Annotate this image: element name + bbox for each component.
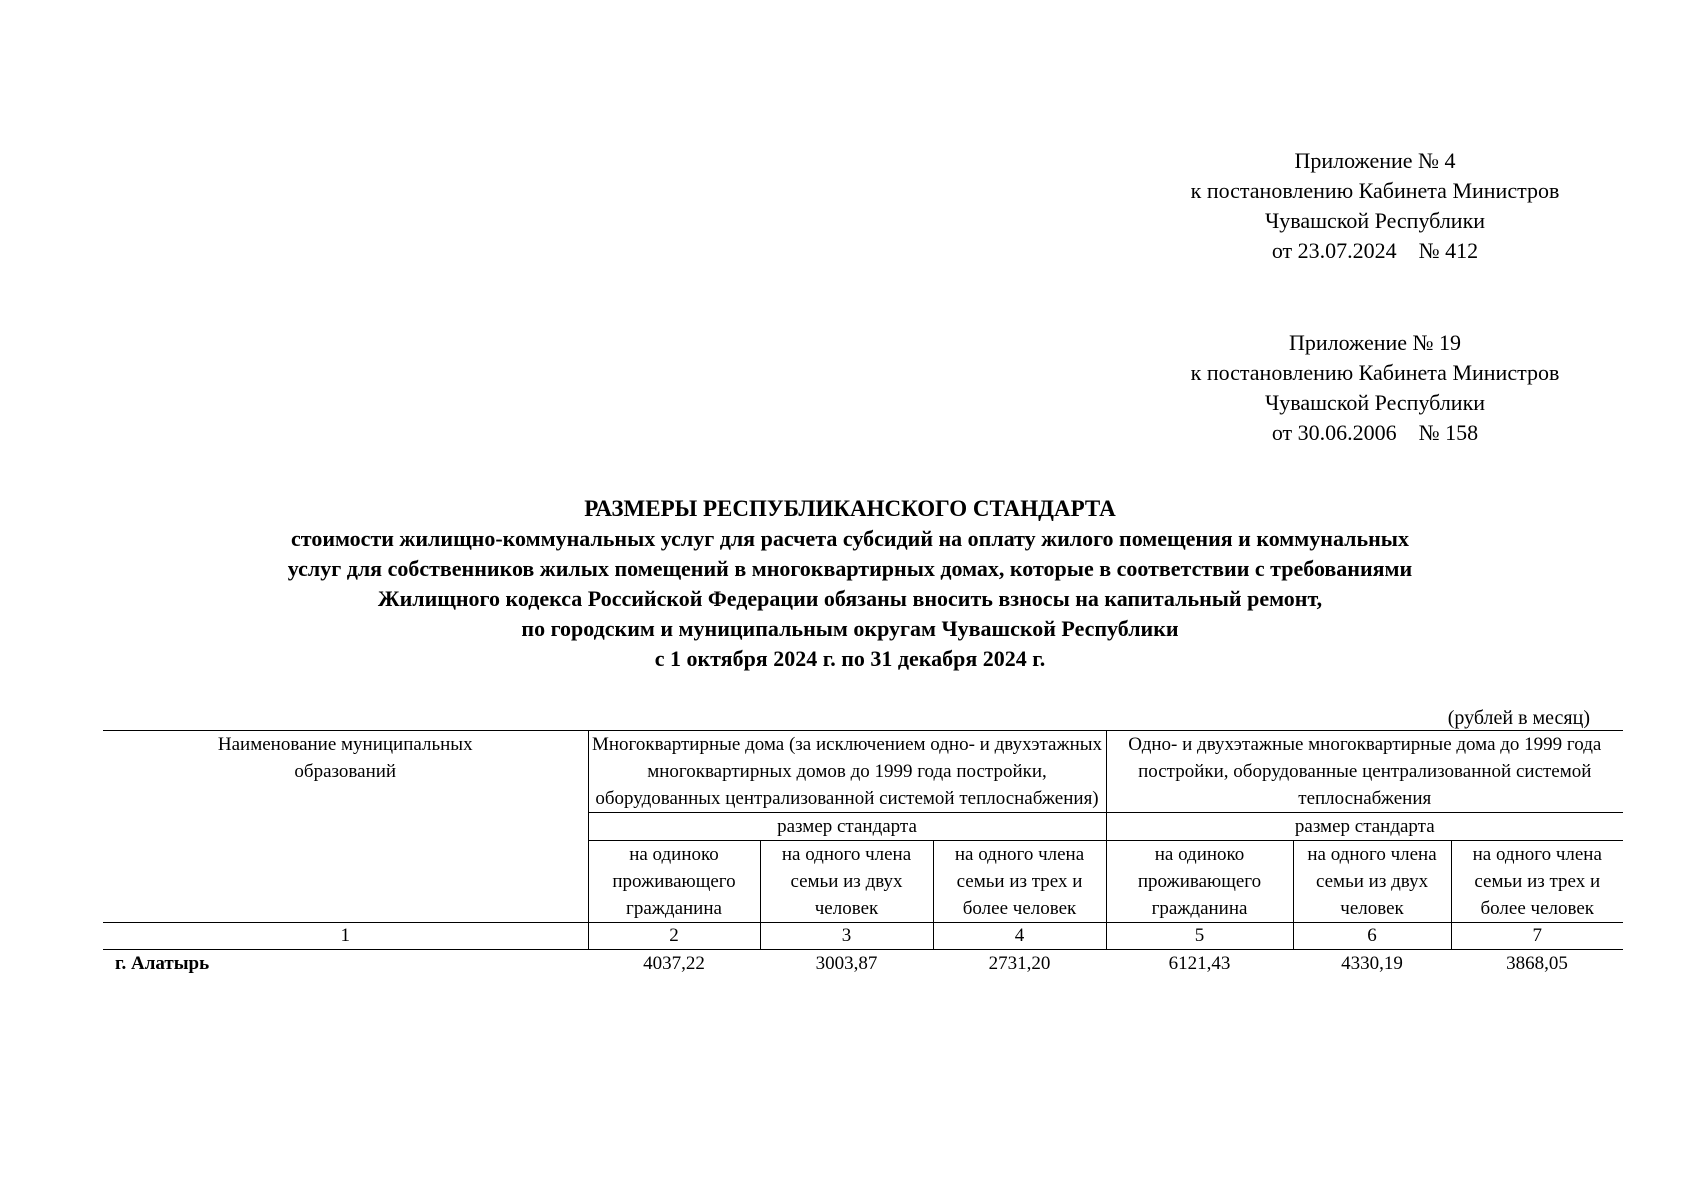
appendix-original-header <box>1140 328 1610 448</box>
appendix-number: Приложение № 4 <box>1294 148 1456 173</box>
column-number: 1 <box>103 923 588 950</box>
value-cell: 4330,19 <box>1341 953 1403 974</box>
appendix-to-resolution: к постановлению Кабинета Министров <box>1190 360 1560 385</box>
column-header: на одного члена семьи из трех и более человек <box>1451 841 1623 923</box>
group-low-rise-buildings-header: Одно- и двухэтажные многоквартирные дома до 1999 года постройки, оборудованные централизованной системой теплоснабжения <box>1106 731 1623 813</box>
column-header: на одного члена семьи из двух человек <box>1293 841 1451 923</box>
group-apartment-buildings-header: Многоквартирные дома (за исключением одно- и двухэтажных многоквартирных домов до 1999 года постройки, оборудованных централизованной системой теплоснабжения) <box>588 731 1106 813</box>
standard-size-header: размер стандарта <box>588 813 1106 841</box>
column-header: на одиноко проживающего гражданина <box>588 841 760 923</box>
value-cell: 3868,05 <box>1506 953 1568 974</box>
title-line: услуг для собственников жилых помещений в многоквартирных домах, которые в соответствии с требованиями <box>287 556 1413 581</box>
appendix-date-number: от 23.07.2024 № 412 <box>1271 238 1479 263</box>
value-cell: 4037,22 <box>643 953 705 974</box>
appendix-to-resolution: к постановлению Кабинета Министров <box>1190 178 1560 203</box>
value-cell: 3003,87 <box>815 953 878 974</box>
municipality-header: Наименование муниципальных образований <box>103 731 588 923</box>
units-note: (рублей в месяц) <box>1447 707 1590 729</box>
value-cell: 2731,20 <box>988 953 1051 974</box>
municipality-name: г. Алатырь <box>115 953 210 974</box>
column-number: 3 <box>760 923 933 950</box>
column-header: на одного члена семьи из двух человек <box>760 841 933 923</box>
appendix-republic: Чувашской Республики <box>1264 390 1486 415</box>
title-period: с 1 октября 2024 г. по 31 декабря 2024 г. <box>654 646 1046 671</box>
column-number: 5 <box>1106 923 1293 950</box>
column-number: 4 <box>933 923 1106 950</box>
document-title <box>100 494 1600 674</box>
column-header: на одного члена семьи из трех и более человек <box>933 841 1106 923</box>
column-number: 2 <box>588 923 760 950</box>
title-line: стоимости жилищно-коммунальных услуг для расчета субсидий на оплату жилого помещения и коммунальных <box>291 526 1409 551</box>
appendix-republic: Чувашской Республики <box>1264 208 1486 233</box>
appendix-date-number: от 30.06.2006 № 158 <box>1271 420 1479 445</box>
title-main: РАЗМЕРЫ РЕСПУБЛИКАНСКОГО СТАНДАРТА <box>584 496 1116 521</box>
value-cell: 6121,43 <box>1168 953 1231 974</box>
title-line: Жилищного кодекса Российской Федерации обязаны вносить взносы на капитальный ремонт, <box>377 586 1323 611</box>
table-row <box>103 950 1623 979</box>
column-number: 6 <box>1293 923 1451 950</box>
title-line: по городским и муниципальным округам Чувашской Республики <box>521 616 1179 641</box>
appendix-number: Приложение № 19 <box>1288 330 1462 355</box>
column-header: на одиноко проживающего гражданина <box>1106 841 1293 923</box>
standards-table <box>103 730 1623 978</box>
standard-size-header: размер стандарта <box>1106 813 1623 841</box>
appendix-current-header <box>1140 146 1610 266</box>
column-number: 7 <box>1451 923 1623 950</box>
